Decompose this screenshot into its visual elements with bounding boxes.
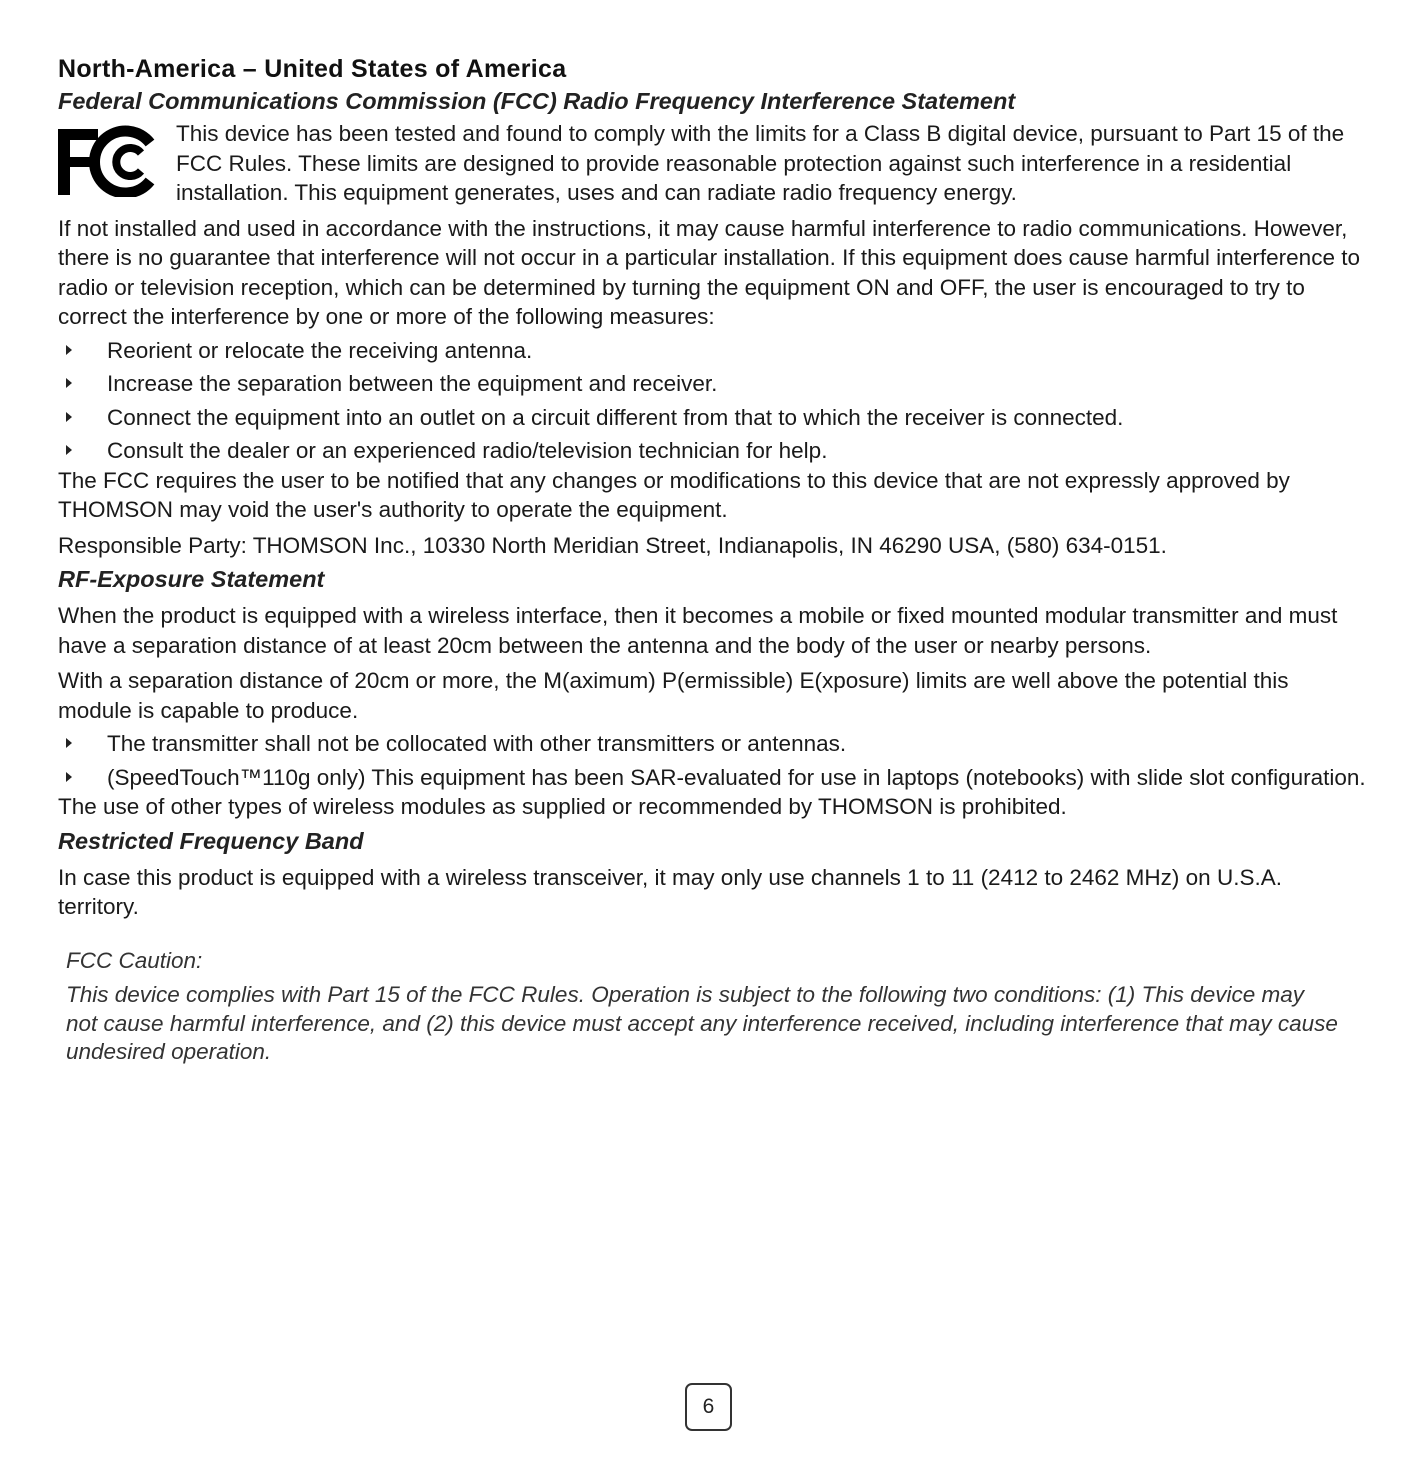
rf-exposure-paragraph-1: When the product is equipped with a wireless interface, then it becomes a mobile or fixed mounted modular transmitter and must have a separation distance of at least 20cm between the antenna and the body of the user or nearby persons. xyxy=(58,603,1338,658)
bullet-triangle-icon xyxy=(66,412,72,422)
fcc-interference-paragraph: If not installed and used in accordance with the instructions, it may cause harmful interference to radio communications. However, there is no guarantee that interference will not occur in a particular installation. If this equipment does cause harmful interference to radio or television reception, which can be determined by turning the equipment ON and OFF, the user is encouraged to try to correct the interference by one or more of the following measures: xyxy=(58,215,1360,329)
fcc-caution-body: This device complies with Part 15 of the FCC Rules. Operation is subject to the following two conditions: (1) This device may not cause harmful interference, and (2) this device must accept any interference received, including interference that may cause undesired operation. xyxy=(66,982,1338,1064)
rf-exposure-closing: The use of other types of wireless modules as supplied or recommended by THOMSON is prohibited. xyxy=(58,794,1067,819)
list-item-text: Connect the equipment into an outlet on a circuit different from that to which the receiver is connected. xyxy=(107,404,1124,430)
fcc-measures-list xyxy=(58,336,1368,466)
fcc-intro-block xyxy=(58,119,1368,208)
list-item xyxy=(58,436,1368,466)
fcc-intro-text: This device has been tested and found to comply with the limits for a Class B digital device, pursuant to Part 15 of the FCC Rules. These limits are designed to provide reasonable protection against such interference in a residential installation. This equipment generates, uses and can radiate radio frequency energy. xyxy=(176,121,1345,205)
restricted-band-paragraph: In case this product is equipped with a wireless transceiver, it may only use channels 1 to 11 (2412 to 2462 MHz) on U.S.A. territory. xyxy=(58,864,1282,919)
document-page xyxy=(58,52,1368,1067)
page-heading: North-America – United States of America xyxy=(58,55,567,83)
fcc-modifications-paragraph: The FCC requires the user to be notified that any changes or modifications to this device that are not expressly approved by THOMSON may void the user's authority to operate the equipment. xyxy=(58,467,1290,522)
list-item-text: Increase the separation between the equipment and receiver. xyxy=(107,371,718,396)
list-item xyxy=(58,403,1368,433)
fcc-statement-title: Federal Communications Commission (FCC) Radio Frequency Interference Statement xyxy=(58,88,1016,114)
bullet-triangle-icon xyxy=(66,345,72,355)
page-number: 6 xyxy=(685,1383,732,1431)
fcc-logo-icon xyxy=(58,125,158,197)
rf-exposure-paragraph-2: With a separation distance of 20cm or more, the M(aximum) P(ermissible) E(xposure) limits are well above the potential this module is capable to produce. xyxy=(58,668,1289,723)
fcc-caution-title: FCC Caution: xyxy=(66,947,203,973)
list-item-text: Consult the dealer or an experienced radio/television technician for help. xyxy=(107,438,828,463)
bullet-triangle-icon xyxy=(66,378,72,388)
rf-exposure-title: RF-Exposure Statement xyxy=(58,566,325,592)
list-item xyxy=(58,763,1368,793)
list-item xyxy=(58,729,1368,759)
list-item-text: Reorient or relocate the receiving antenna. xyxy=(107,337,533,363)
bullet-triangle-icon xyxy=(66,445,72,455)
list-item xyxy=(58,336,1368,366)
list-item xyxy=(58,369,1368,399)
list-item-text: (SpeedTouch™110g only) This equipment has been SAR-evaluated for use in laptops (notebooks) with slide slot configuration. xyxy=(107,764,1366,790)
list-item-text: The transmitter shall not be collocated with other transmitters or antennas. xyxy=(107,731,847,756)
bullet-triangle-icon xyxy=(66,772,72,782)
bullet-triangle-icon xyxy=(66,738,72,748)
responsible-party: Responsible Party: THOMSON Inc., 10330 North Meridian Street, Indianapolis, IN 46290 USA, (580) 634-0151. xyxy=(58,532,1167,558)
rf-exposure-list xyxy=(58,729,1368,792)
fcc-caution-block xyxy=(58,946,1368,1067)
restricted-band-title: Restricted Frequency Band xyxy=(58,827,364,854)
